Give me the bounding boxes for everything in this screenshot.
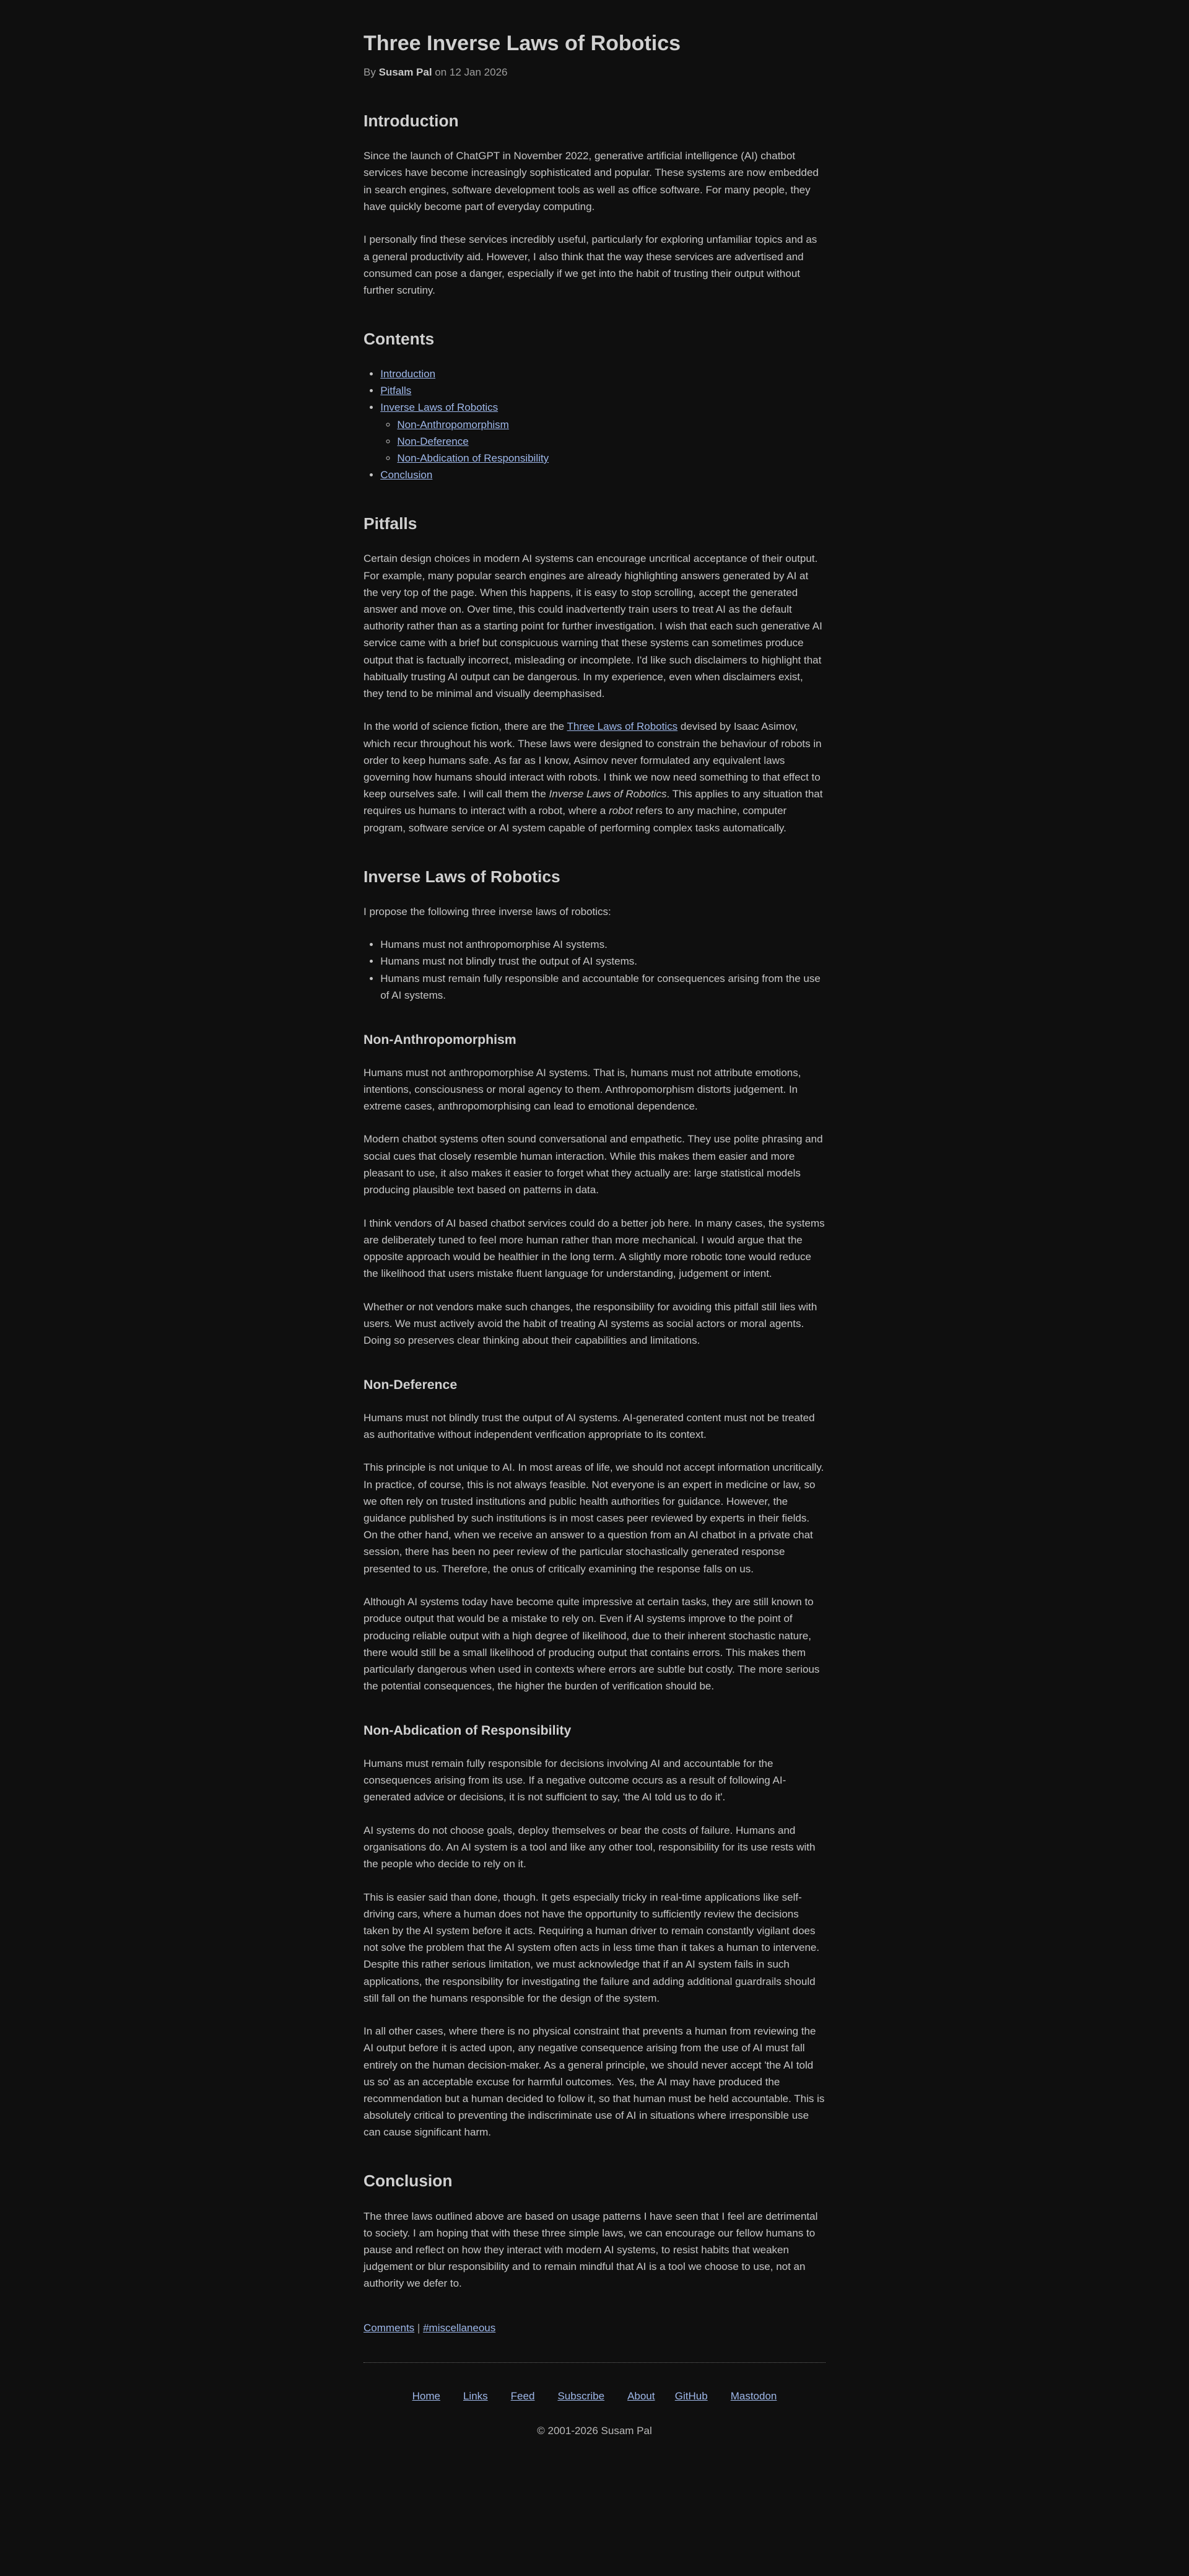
- tag-miscellaneous-link[interactable]: #miscellaneous: [423, 2321, 496, 2334]
- text-run: devised by Isaac Asimov, which recur throughout his work. These laws were designed to constrain the behaviour of robots in order to keep humans safe. As far as I know, Asimov never formulated any equivalent laws governing how humans should interact with robots. I think we now need something to that effect to keep ourselves safe. I will call them the: [364, 721, 822, 800]
- footer-link-feed[interactable]: Feed: [510, 2390, 535, 2403]
- heading-non-deference: Non-Deference: [364, 1377, 458, 1392]
- footer-nav: [364, 2388, 825, 2404]
- heading-non-abdication: Non-Abdication of Responsibility: [364, 1722, 572, 1738]
- list-item: [397, 433, 825, 450]
- copyright-notice: © 2001-2026 Susam Pal: [537, 2425, 652, 2437]
- text-run: refers to any machine, computer program, software service or AI system capable of performing complex tasks automatically.: [364, 805, 787, 834]
- non-deference-paragraph-2: This principle is not unique to AI. In most areas of life, we should not accept information uncritically. In practice, of course, this is not always feasible. Not everyone is an expert in medicine or law, so we often rely on trusted institutions and public health authorities for guidance. However, the guidance published by such institutions is in most cases peer reviewed by experts in their fields. On the other hand, when we receive an answer to a question from an AI chatbot in a private chat session, there has been no peer review of the particular stochastically generated response presented to us. Therefore, the onus of critically examining the response falls on us.: [364, 1461, 824, 1575]
- pitfalls-paragraph-1: Certain design choices in modern AI systems can encourage uncritical acceptance of their output. For example, many popular search engines are already highlighting answers generated by AI at the very top of the page. When this happens, it is easy to stop scrolling, accept the generated answer and move on. Over time, this could inadvertently train users to treat AI as the default authority rather than as a starting point for further investigation. I wish that each such generative AI service came with a brief but conspicuous warning that these systems can sometimes produce output that is factually incorrect, misleading or incomplete. I'd like such disclaimers to highlight that habitually trusting AI output can be dangerous. In my experience, even when disclaimers exist, they tend to be minimal and visually deemphasised.: [364, 553, 822, 699]
- inverse-laws-intro: I propose the following three inverse laws of robotics:: [364, 905, 611, 918]
- byline-date: on 12 Jan 2026: [432, 66, 508, 79]
- heading-contents: Contents: [364, 329, 435, 348]
- list-item: [380, 467, 825, 483]
- footer-link-about[interactable]: About: [627, 2390, 655, 2403]
- text-run: . This applies to any situation that requires us humans to interact with a robot, where a: [364, 788, 823, 817]
- text-run: In the world of science fiction, there are the: [364, 721, 567, 733]
- footer-link-home[interactable]: Home: [412, 2390, 440, 2403]
- toc-link-inverse-laws[interactable]: Inverse Laws of Robotics: [380, 401, 499, 414]
- conclusion-paragraph-1: The three laws outlined above are based on usage patterns I have seen that I feel are detrimental to society. I am hoping that with these three simple laws, we can encourage our fellow humans to pause and reflect on how they interact with modern AI systems, to resist habits that weaken judgement or blur responsibility and to remain mindful that AI is a tool we choose to use, not an authority we defer to.: [364, 2210, 818, 2290]
- heading-non-anthropomorphism: Non-Anthropomorphism: [364, 1032, 516, 1047]
- non-anthropomorphism-paragraph-4: Whether or not vendors make such changes, the responsibility for avoiding this pitfall still lies with users. We must actively avoid the habit of treating AI systems as social actors or moral agents. Doing so preserves clear thinking about their capabilities and limitations.: [364, 1300, 817, 1347]
- non-abdication-paragraph-3: This is easier said than done, though. It gets especially tricky in real-time applications like self-driving cars, where a human does not have the opportunity to sufficiently review the decisions taken by the AI system before it acts. Requiring a human driver to remain constantly vigilant does not solve the problem that the AI system often acts in less time than it takes a human to intervene. Despite this rather serious limitation, we must acknowledge that if an AI system fails in such applications, the responsibility for investigating the failure and adding additional guardrails should still fall on the humans responsible for the design of the system.: [364, 1891, 820, 2004]
- byline: [364, 64, 825, 81]
- list-item: [380, 382, 825, 399]
- list-item: • Humans must not anthropomorphise AI systems.: [380, 936, 825, 953]
- non-abdication-paragraph-1: Humans must remain fully responsible for decisions involving AI and accountable for the consequences arising from its use. If a negative outcome occurs as a result of following AI-generated advice or decisions, it is not sufficient to say, 'the AI told us to do it'.: [364, 1757, 786, 1803]
- list-item: • Humans must remain fully responsible and accountable for consequences arising from the use of AI systems.: [380, 970, 825, 1004]
- list-item: [397, 416, 825, 433]
- toc-link-non-deference[interactable]: Non-Deference: [397, 435, 469, 447]
- robot-emphasis: robot: [608, 805, 633, 817]
- article: [356, 0, 833, 2455]
- laws-list: [364, 936, 825, 1004]
- footer-link-links[interactable]: Links: [463, 2390, 488, 2403]
- list-item: [380, 399, 825, 467]
- author-name: Susam Pal: [378, 66, 432, 79]
- contents-list: [364, 366, 825, 483]
- non-anthropomorphism-paragraph-2: Modern chatbot systems often sound conversational and empathetic. They use polite phrasing and social cues that closely resemble human interaction. While this makes them easier and more pleasant to use, it also makes it easier to forget what they actually are: large statistical models producing plausible text based on patterns in data.: [364, 1133, 823, 1196]
- inverse-laws-emphasis: Inverse Laws of Robotics: [549, 788, 667, 800]
- heading-introduction: Introduction: [364, 112, 459, 130]
- heading-inverse-laws: Inverse Laws of Robotics: [364, 867, 560, 886]
- list-item: • Humans must not blindly trust the output of AI systems.: [380, 953, 825, 970]
- heading-conclusion: Conclusion: [364, 2171, 453, 2191]
- toc-link-conclusion[interactable]: Conclusion: [380, 469, 433, 481]
- list-item: [380, 366, 825, 382]
- toc-link-non-abdication[interactable]: Non-Abdication of Responsibility: [397, 452, 549, 465]
- non-deference-paragraph-3: Although AI systems today have become quite impressive at certain tasks, they are still known to produce output that would be a mistake to rely on. Even if AI systems improve to the point of producing reliable output with a high degree of likelihood, due to their inherent stochastic nature, there would still be a small likelihood of producing output that contains errors. This makes them particularly dangerous when used in contexts where errors are subtle but costly. The more serious the potential consequences, the higher the burden of verification should be.: [364, 1596, 820, 1693]
- non-abdication-paragraph-2: AI systems do not choose goals, deploy themselves or bear the costs of failure. Humans and organisations do. An AI system is a tool and like any other tool, responsibility for its use rests with the people who decide to rely on it.: [364, 1824, 816, 1870]
- three-laws-of-robotics-link[interactable]: Three Laws of Robotics: [567, 721, 678, 733]
- toc-link-non-anthropomorphism[interactable]: Non-Anthropomorphism: [397, 418, 509, 431]
- separator: |: [417, 2321, 420, 2334]
- contents-sublist: [380, 416, 825, 467]
- non-abdication-paragraph-4: In all other cases, where there is no physical constraint that prevents a human from reviewing the AI output before it is acted upon, any negative consequence arising from the use of AI must fall entirely on the human decision-maker. As a general principle, we should never accept 'the AI told us so' as an acceptable excuse for harmful outcomes. Yes, the AI may have produced the recommendation but a human decided to follow it, so that human must be held accountable. This is absolutely critical to preventing the indiscriminate use of AI in situations where irresponsible use can cause significant harm.: [364, 2025, 825, 2139]
- toc-link-introduction[interactable]: Introduction: [380, 368, 436, 380]
- list-item: [397, 450, 825, 467]
- non-anthropomorphism-paragraph-3: I think vendors of AI based chatbot services could do a better job here. In many cases, the systems are deliberately tuned to feel more human rather than more mechanical. I would argue that the opposite approach would be healthier in the long term. A slightly more robotic tone would reduce the likelihood that users mistake fluent language for understanding, judgement or intent.: [364, 1217, 825, 1280]
- toc-link-pitfalls[interactable]: Pitfalls: [380, 385, 412, 397]
- footer-link-mastodon[interactable]: Mastodon: [730, 2390, 777, 2403]
- page-title: Three Inverse Laws of Robotics: [364, 31, 681, 55]
- non-deference-paragraph-1: Humans must not blindly trust the output of AI systems. AI-generated content must not be treated as authoritative without independent verification appropriate to its context.: [364, 1411, 815, 1440]
- heading-pitfalls: Pitfalls: [364, 514, 417, 533]
- comments-link[interactable]: Comments: [364, 2321, 415, 2334]
- footer: [364, 2362, 825, 2455]
- intro-paragraph-2: I personally find these services incredibly useful, particularly for exploring unfamiliar topics and as a general productivity aid. However, I also think that the way these services are advertised and consumed can pose a danger, especially if we get into the habit of trusting their output without further scrutiny.: [364, 234, 817, 296]
- footer-link-subscribe[interactable]: Subscribe: [557, 2390, 605, 2403]
- non-anthropomorphism-paragraph-1: Humans must not anthropomorphise AI systems. That is, humans must not attribute emotions, intentions, consciousness or moral agency to them. Anthropomorphism distorts judgement. In extreme cases, anthropomorphising can lead to emotional dependence.: [364, 1066, 801, 1112]
- intro-paragraph-1: Since the launch of ChatGPT in November 2022, generative artificial intelligence (AI) chatbot services have become increasingly sophisticated and popular. These systems are now embedded in search engines, software development tools as well as office software. For many people, they have quickly become part of everyday computing.: [364, 150, 819, 212]
- post-links: [364, 2320, 825, 2336]
- footer-link-github[interactable]: GitHub: [674, 2390, 708, 2403]
- pitfalls-paragraph-2: [364, 718, 825, 836]
- byline-prefix: By: [364, 66, 379, 79]
